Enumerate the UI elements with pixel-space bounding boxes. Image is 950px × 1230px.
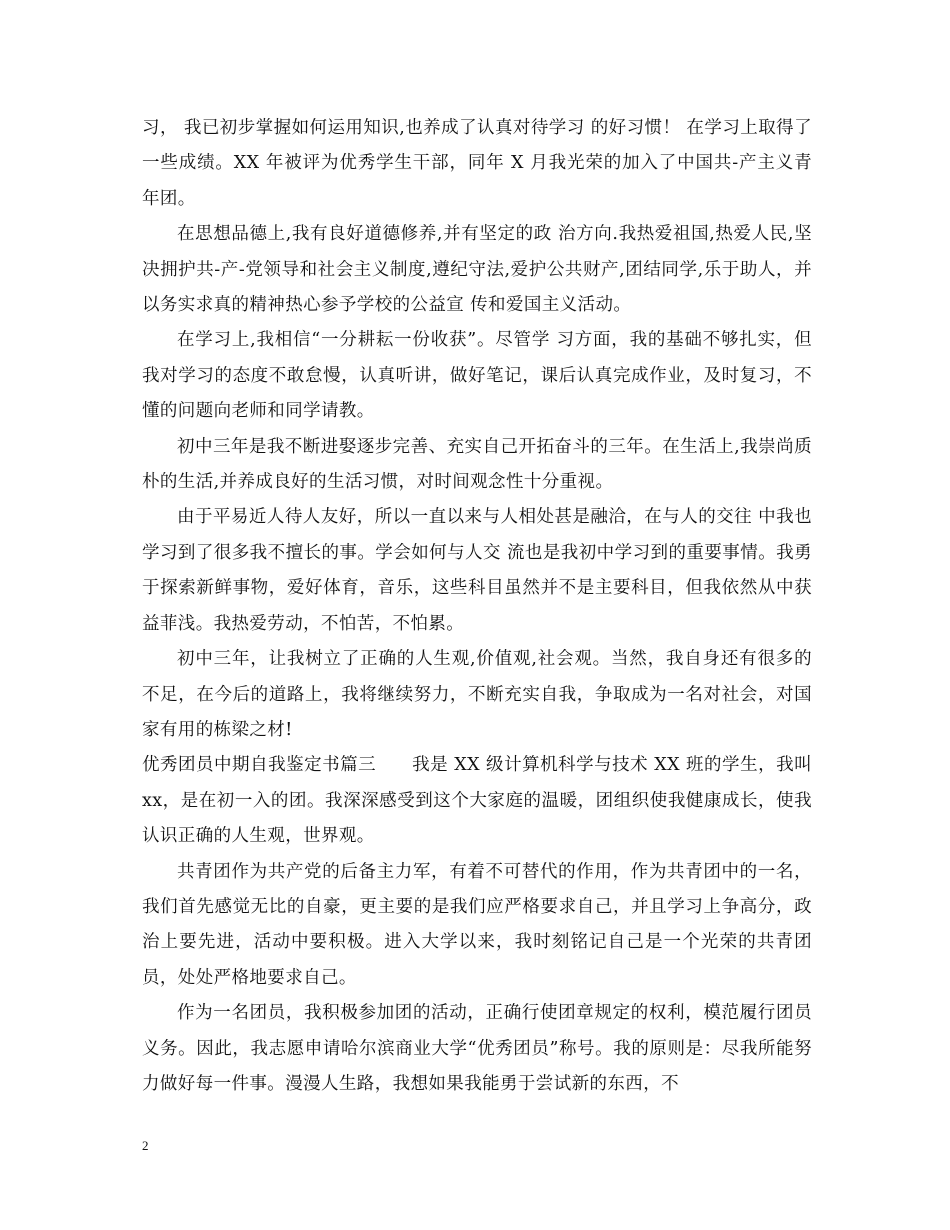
paragraph-4: 初中三年是我不断进娶逐步完善、充实自己开拓奋斗的三年。在生活上,我崇尚质朴的生活,并养成良好的生活习惯，对时间观念性十分重视。 [142, 436, 812, 493]
document-body [142, 111, 812, 1102]
paragraph-9: 作为一名团员，我积极参加团的活动，正确行使团章规定的权利，模范履行团员义务。因此，我志愿申请哈尔滨商业大学“优秀团员”称号。我的原则是：尽我所能努力做好每一件事。漫漫人生路，我想如果我能勇于尝试新的东西，不 [142, 1003, 812, 1094]
page-number: 2 [142, 1138, 149, 1153]
paragraph-8: 共青团作为共产党的后备主力军，有着不可替代的作用，作为共青团中的一名，我们首先感觉无比的自豪，更主要的是我们应严格要求自己，并且学习上争高分，政治上要先进，活动中要积极。进入大学以来，我时刻铭记自己是一个光荣的共青团员，处处严格地要求自己。 [142, 861, 812, 988]
paragraph-3: 在学习上,我相信“一分耕耘一份收获”。尽管学 习方面，我的基础不够扎实，但我对学习的态度不敢怠慢，认真听讲，做好笔记，课后认真完成作业，及时复习，不懂的问题向老师和同学请教。 [142, 330, 812, 422]
paragraph-2: 在思想品德上,我有良好道德修养,并有坚定的政 治方向.我热爱祖国,热爱人民,坚决拥护共-产-党领导和社会主义制度,遵纪守法,爱护公共财产,团结同学,乐于助人，并以务实求真的精神热心参予学校的公益宣 传和爱国主义活动。 [142, 224, 812, 316]
paragraph-5: 由于平易近人待人友好，所以一直以来与人相处甚是融洽，在与人的交往 中我也学习到了很多我不擅长的事。学会如何与人交 流也是我初中学习到的重要事情。我勇于探索新鲜事物，爱好体育，音乐，这些科目虽然并不是主要科目，但我依然从中获益菲浅。我热爱劳动，不怕苦，不怕累。 [142, 507, 812, 634]
paragraph-6: 初中三年，让我树立了正确的人生观,价值观,社会观。当然，我自身还有很多的不足，在今后的道路上，我将继续努力，不断充实自我，争取成为一名对社会，对国家有用的栋梁之材! [142, 649, 812, 740]
paragraph-1: 习， 我已初步掌握如何运用知识,也养成了认真对待学习 的好习惯！ 在学习上取得了一些成绩。XX 年被评为优秀学生干部，同年 X 月我光荣的加入了中国共-产主义青年团。 [142, 118, 812, 209]
section-heading-paragraph: 优秀团员中期自我鉴定书篇三 我是 XX 级计算机科学与技术 XX 班的学生，我叫 xx，是在初一入的团。我深深感受到这个大家庭的温暖，团组织使我健康成长，使我认识正确的人生观，世界观。 [142, 755, 812, 847]
